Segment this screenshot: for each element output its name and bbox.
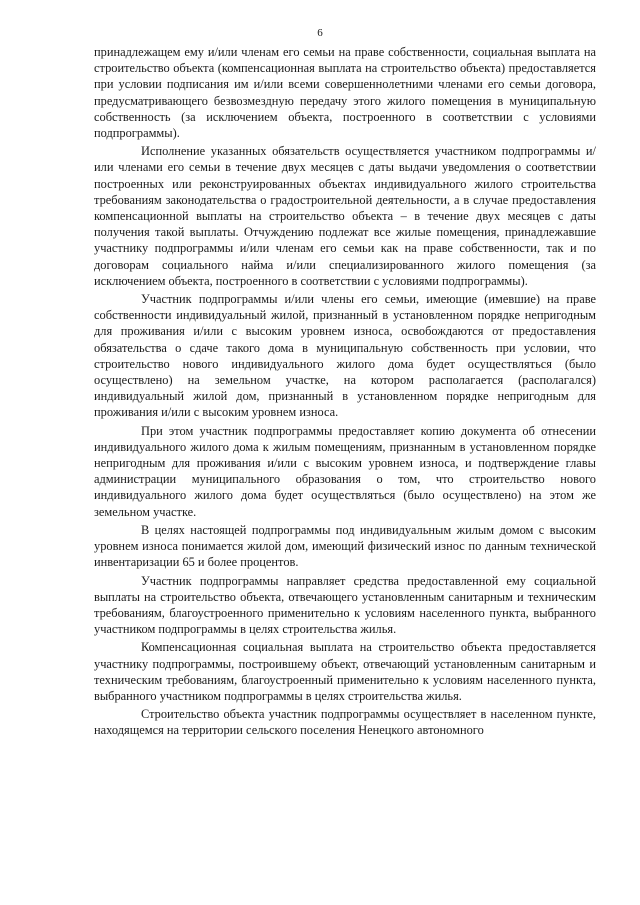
paragraph-funds: Участник подпрограммы направляет средства предоставленной ему социальной выплаты на строительство объекта, отвечающего установленным санитарным и техническим требованиям, благоустроенного применительно к условиям населенного пункта, выбранного участником подпрограммы в целях строительства жилья.	[94, 573, 596, 637]
paragraph-exemption: Участник подпрограммы и/или члены его семьи, имеющие (имевшие) на праве собственности индивидуальный жилой, признанный в установленном порядке непригодным для проживания и/или с высоким уровнем износа, освобождаются от предоставления обязательства о сдаче такого дома в муниципальную собственность при условии, что строительство нового индивидуального жилого дома будет осуществляться (было осуществлено) на земельном участке, на котором располагается (располагался) индивидуальный жилой дом, признанный в установленном порядке непригодным для проживания и/или с высоким уровнем износа.	[94, 292, 596, 420]
paragraph-continuation: принадлежащем ему и/или членам его семьи на праве собственности, социальная выплата на строительство объекта (компенсационная выплата на строительство объекта) предоставляется при условии подписания им и/или всеми совершеннолетними членами его семьи договора, предусматривающего безвозмездную передачу этого жилого помещения в муниципальную собственность (за исключением объекта, построенного в соответствии с условиями подпрограммы).	[94, 45, 596, 141]
paragraph-documents: При этом участник подпрограммы предоставляет копию документа об отнесении индивидуального жилого дома к жилым помещениям, признанным в установленном порядке непригодным для проживания и/или с высоким уровнем износа, и подтверждение главы администрации муниципального образования о том, что строительство нового индивидуального жилого дома будет осуществляться (было осуществлено) на этом же земельном участке.	[94, 423, 596, 519]
paragraph-definition: В целях настоящей подпрограммы под индивидуальным жилым домом с высоким уровнем износа понимается жилой дом, имеющий физический износ по данным технической инвентаризации 65 и более процентов.	[94, 522, 596, 570]
paragraph-location: Строительство объекта участник подпрограммы осуществляет в населенном пункте, находящемся на территории сельского поселения Ненецкого автономного	[94, 707, 596, 738]
page-number: 6	[317, 27, 323, 39]
document-body	[94, 44, 596, 739]
paragraph-compensation: Компенсационная социальная выплата на строительство объекта предоставляется участнику подпрограммы, построившему объект, отвечающий установленным санитарным и техническим требованиям, благоустроенный применительно к условиям населенного пункта, выбранного участником подпрограммы в целях строительства жилья.	[94, 640, 596, 703]
paragraph-obligations: Исполнение указанных обязательств осуществляется участником подпрограммы и/или членами его семьи в течение двух месяцев с даты выдачи уведомления о соответствии построенных или реконструированных объектах индивидуального жилого строительства требованиям законодательства о градостроительной деятельности, а в случае предоставления компенсационной выплаты на строительство объекта – в течение двух месяцев с даты получения такой выплаты. Отчуждению подлежат все жилые помещения, принадлежавшие участнику подпрограммы и/или членам его семьи как на праве собственности, так и по договорам социального найма и/или специализированного жилого помещения (за исключением объекта, построенного в соответствии с условиями подпрограммы).	[94, 144, 596, 288]
